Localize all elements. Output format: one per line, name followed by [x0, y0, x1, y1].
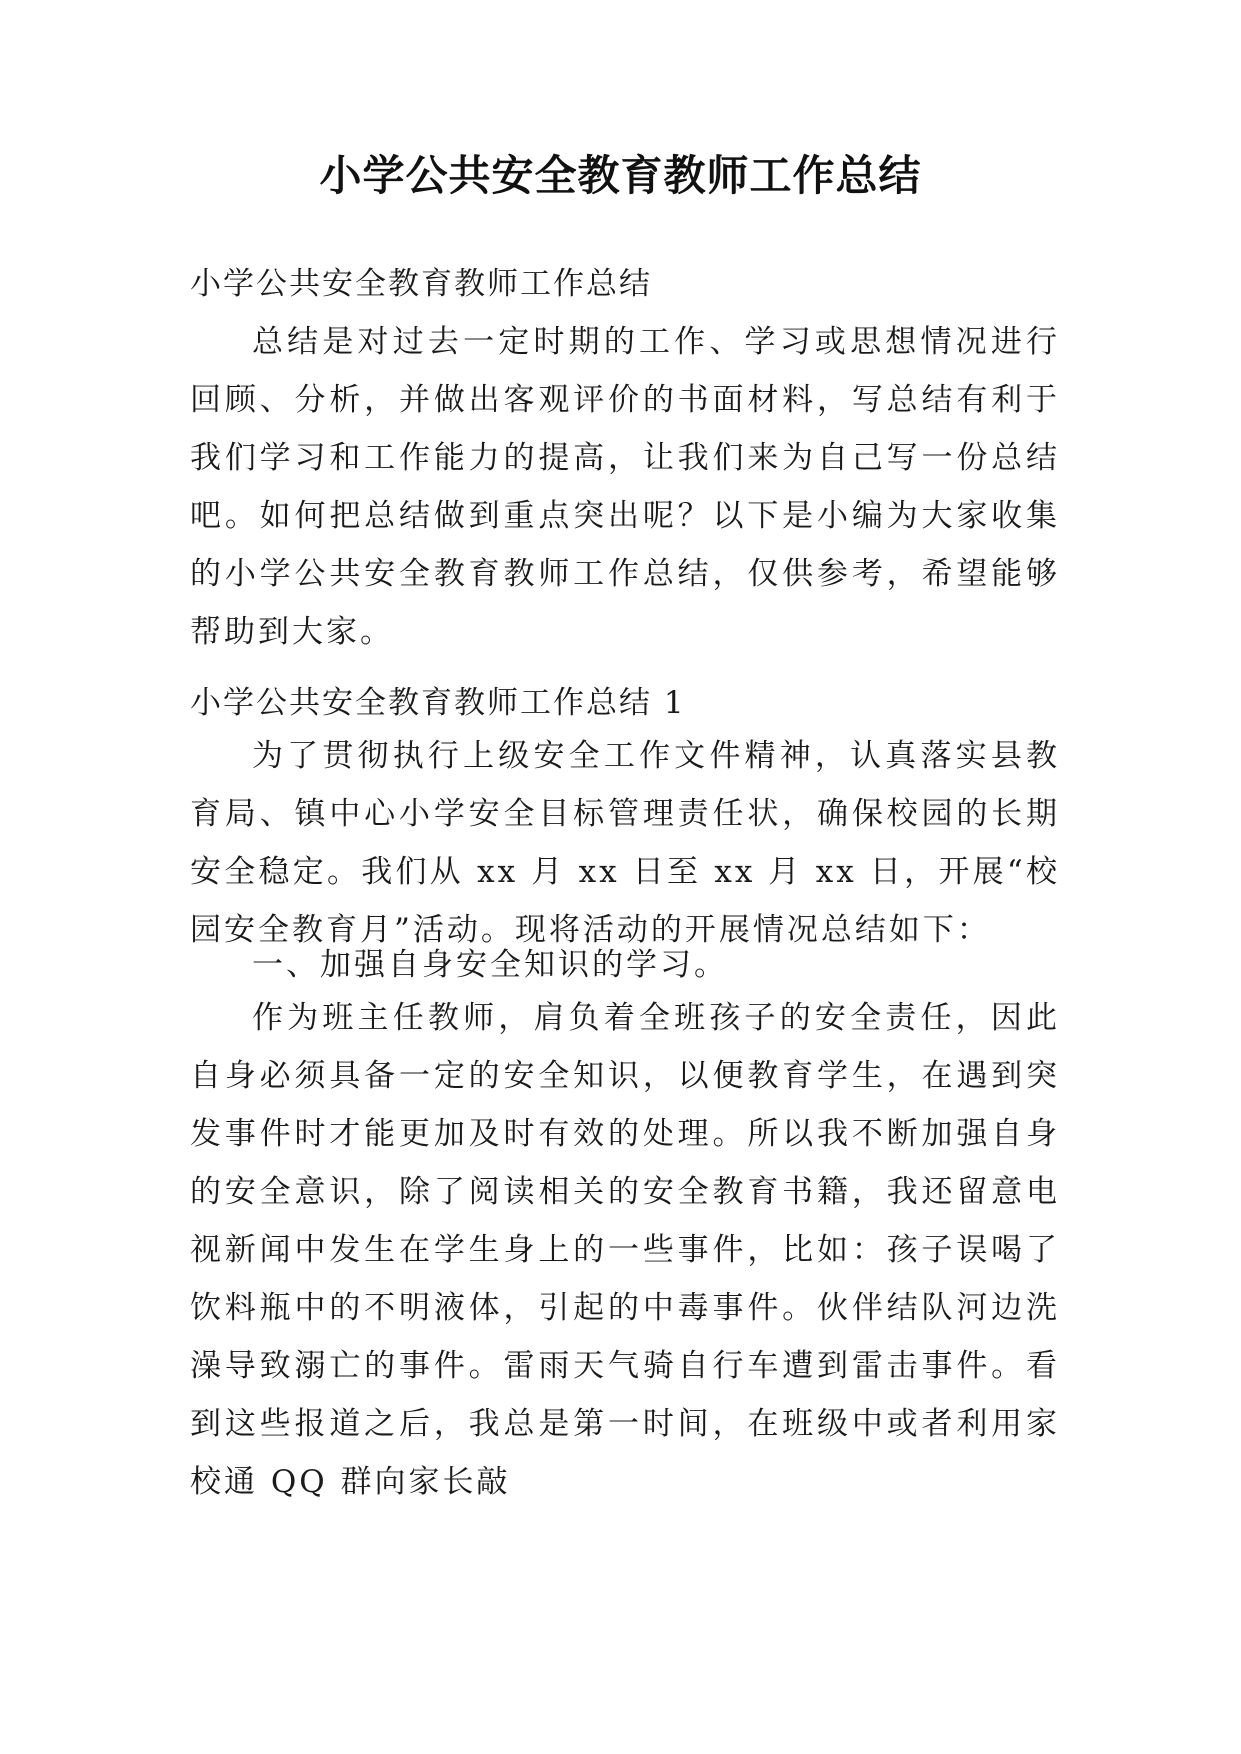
- intro-paragraph: 总结是对过去一定时期的工作、学习或思想情况进行回顾、分析，并做出客观评价的书面材料，写总结有利于我们学习和工作能力的提高，让我们来为自己写一份总结吧。如何把总结做到重点突出呢？以下是小编为大家收集的小学公共安全教育教师工作总结，仅供参考，希望能够帮助到大家。: [190, 324, 1060, 650]
- section-paragraph-2: 作为班主任教师，肩负着全班孩子的安全责任，因此自身必须具备一定的安全知识，以便教育学生，在遇到突发事件时才能更加及时有效的处理。所以我不断加强自身的安全意识，除了阅读相关的安全教育书籍，我还留意电视新闻中发生在学生身上的一些事件，比如：孩子误喝了饮料瓶中的不明液体，引起的中毒事件。伙伴结队河边洗澡导致溺亡的事件。雷雨天气骑自行车遭到雷击事件。看到这些报道之后，我总是第一时间，在班级中或者利用家校通 QQ 群向家长敲: [190, 1000, 1060, 1500]
- section-point-1: 一、加强自身安全知识的学习。: [252, 947, 728, 983]
- document-title: 小学公共安全教育教师工作总结: [319, 151, 922, 200]
- section-paragraph-1: 为了贯彻执行上级安全工作文件精神，认真落实县教育局、镇中心小学安全目标管理责任状，确保校园的长期安全稳定。我们从 xx 月 xx 日至 xx 月 xx 日，开展“校园安全教育月”活动。现将活动的开展情况总结如下：: [190, 738, 1060, 948]
- document-subtitle: 小学公共安全教育教师工作总结: [190, 266, 652, 302]
- section-heading: 小学公共安全教育教师工作总结 1: [190, 685, 686, 721]
